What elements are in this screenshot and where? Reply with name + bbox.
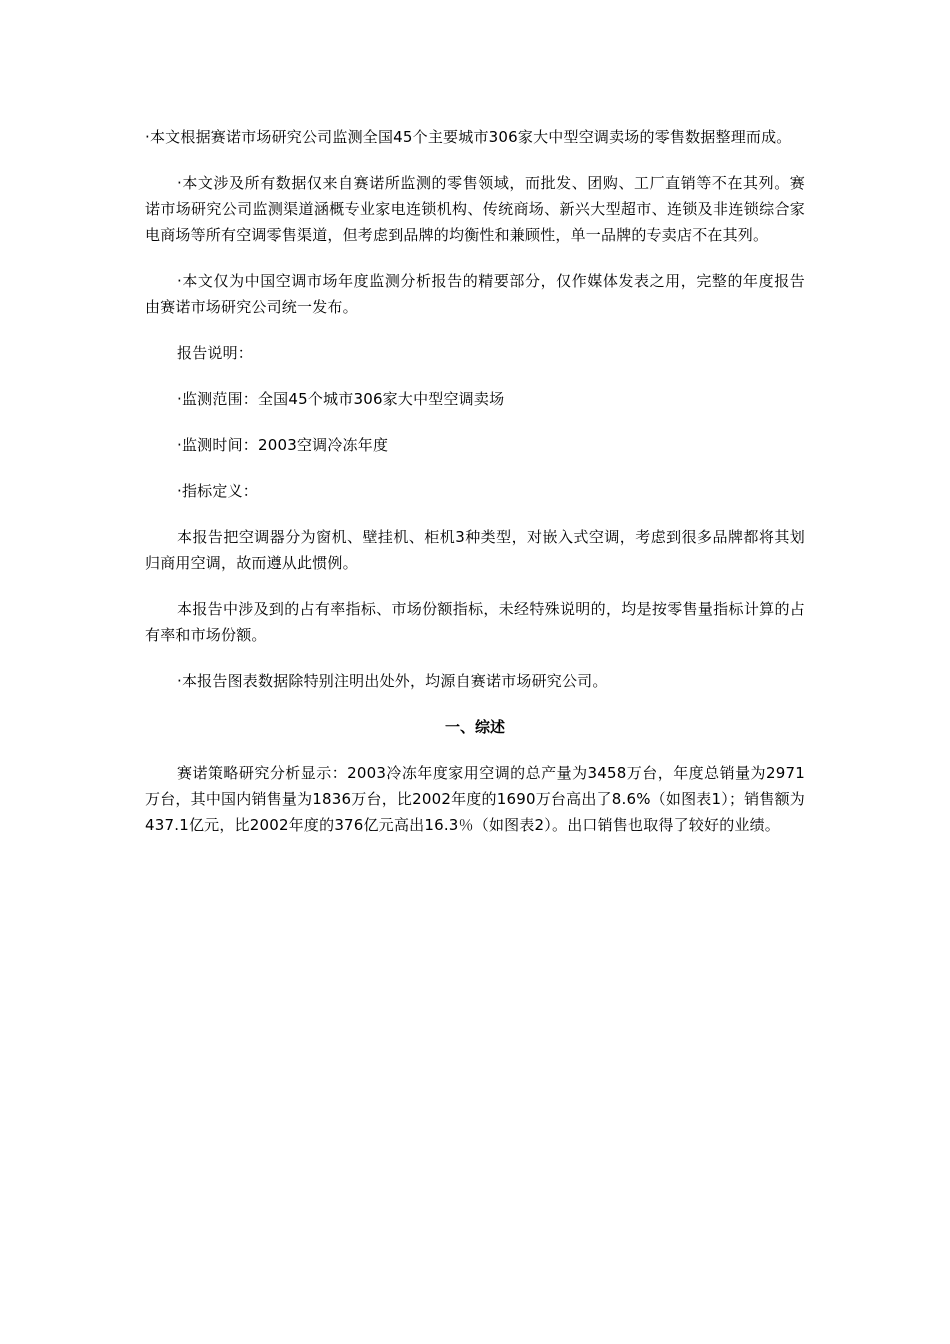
paragraph-report-notes-label: 报告说明： (177, 344, 254, 362)
paragraph-monitor-range: ·监测范围：全国45个城市306家大中型空调卖场 (177, 390, 505, 408)
paragraph-indicator-definition: ·指标定义： (177, 482, 258, 500)
paragraph-chart-source: ·本报告图表数据除特别注明出处外，均源自赛诺市场研究公司。 (177, 672, 608, 690)
paragraph-data-scope: ·本文涉及所有数据仅来自赛诺所监测的零售领域，而批发、团购、工厂直销等不在其列。赛诺市场研究公司监测渠道涵概专业家电连锁机构、传统商场、新兴大型超市、连锁及非连锁综合家电商场等所有空调零售渠道，但考虑到品牌的均衡性和兼顾性，单一品牌的专卖店不在其列。 (145, 174, 805, 244)
paragraph-report-excerpt: ·本文仅为中国空调市场年度监测分析报告的精要部分，仅作媒体发表之用，完整的年度报告由赛诺市场研究公司统一发布。 (145, 272, 805, 316)
paragraph-ac-types: 本报告把空调器分为窗机、壁挂机、柜机3种类型，对嵌入式空调，考虑到很多品牌都将其划归商用空调，故而遵从此惯例。 (145, 528, 805, 572)
paragraph-share-metrics: 本报告中涉及到的占有率指标、市场份额指标，未经特殊说明的，均是按零售量指标计算的占有率和市场份额。 (145, 600, 805, 644)
paragraph-overview-summary: 赛诺策略研究分析显示：2003冷冻年度家用空调的总产量为3458万台，年度总销量为2971万台，其中国内销售量为1836万台，比2002年度的1690万台高出了8.6%（如图表1）；销售额为437.1亿元，比2002年度的376亿元高出16.3％（如图表2）。出口销售也取得了较好的业绩。 (145, 764, 805, 834)
paragraph-monitor-time: ·监测时间：2003空调冷冻年度 (177, 436, 389, 454)
document-page (145, 124, 805, 838)
section-heading-overview: 一、综述 (444, 718, 505, 736)
paragraph-data-source: ·本文根据赛诺市场研究公司监测全国45个主要城市306家大中型空调卖场的零售数据整理而成。 (145, 128, 792, 146)
